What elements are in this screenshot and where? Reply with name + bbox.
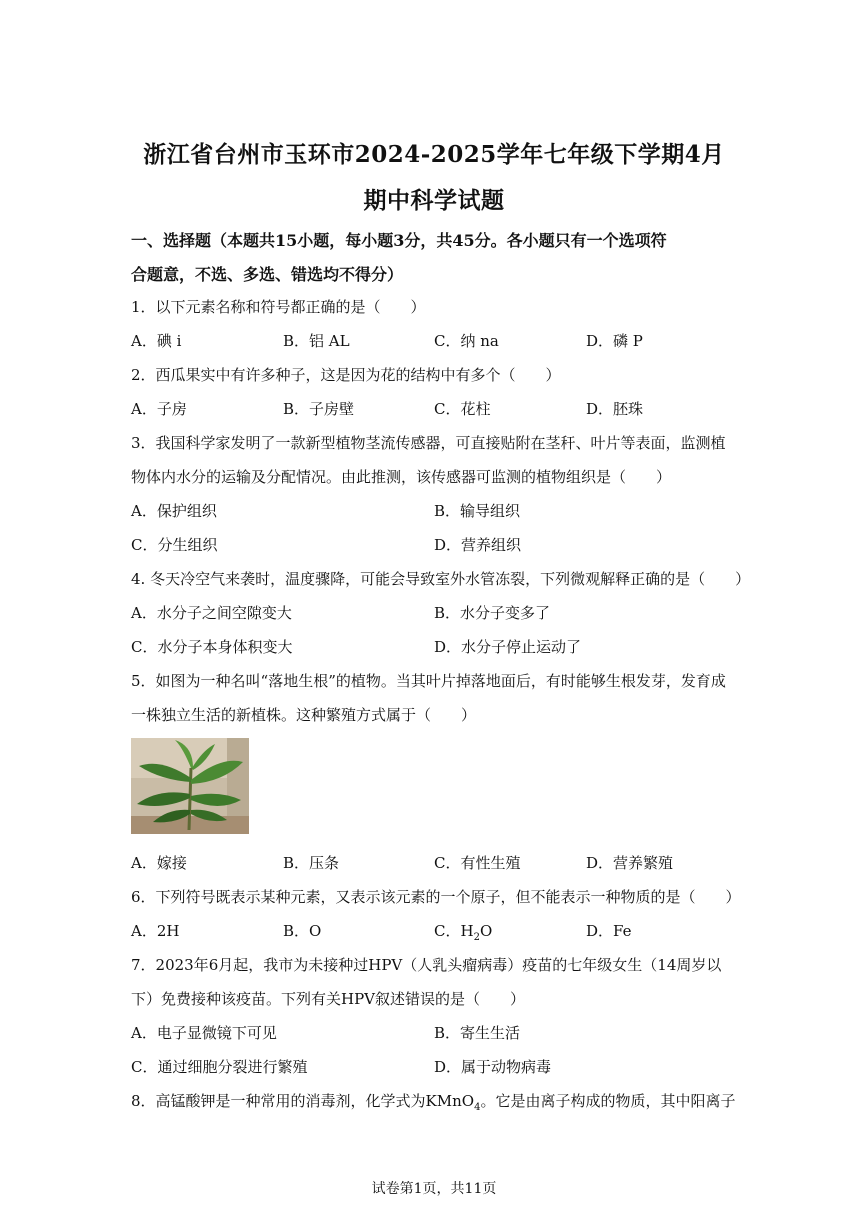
q3-option-d: D．营养组织 [434,536,522,554]
q8-stem-subscript: 4 [474,1102,481,1113]
q7-option-c: C．通过细胞分裂进行繁殖 [131,1058,308,1076]
q3-option-a: A．保护组织 [131,502,217,520]
q5-option-b: B．压条 [283,854,340,872]
plant-photo [131,738,249,834]
q1-option-d: D．磷 P [586,332,643,350]
q5-option-a: A．嫁接 [131,854,187,872]
q7-option-d: D．属于动物病毒 [434,1058,552,1076]
q6-option-c [434,920,492,943]
question-6-stem: 6．下列符号既表示某种元素，又表示该元素的一个原子，但不能表示一种物质的是（ ） [131,888,741,906]
q5-option-d: D．营养繁殖 [586,854,674,872]
section-heading-cont: 合题意，不选、多选、错选均不得分） [131,265,404,284]
section-heading: 一、选择题（本题共15小题，每小题3分，共45分。各小题只有一个选项符 [131,231,667,250]
q3-option-b: B．输导组织 [434,502,521,520]
q4-option-d: D．水分子停止运动了 [434,638,582,656]
question-2-stem: 2．西瓜果实中有许多种子，这是因为花的结构中有多个（ ） [131,366,561,384]
question-3-stem: 3．我国科学家发明了一款新型植物茎流传感器，可直接贴附在茎秆、叶片等表面，监测植 [131,434,726,452]
question-3-stem-cont: 物体内水分的运输及分配情况。由此推测，该传感器可监测的植物组织是（ ） [131,468,672,486]
q5-option-c: C．有性生殖 [434,854,521,872]
question-7-stem: 7．2023年6月起，我市为未接种过HPV（人乳头瘤病毒）疫苗的七年级女生（14周岁以 [131,956,722,974]
q6-option-c-suffix: O [479,922,493,940]
q4-option-b: B．水分子变多了 [434,604,551,622]
q2-option-b: B．子房壁 [283,400,355,418]
question-5-stem-cont: 一株独立生活的新植株。这种繁殖方式属于（ ） [131,706,477,724]
exam-title-line2: 期中科学试题 [363,187,505,214]
q4-option-a: A．水分子之间空隙变大 [131,604,292,622]
q8-stem-prefix: 8．高锰酸钾是一种常用的消毒剂，化学式为KMnO [131,1092,475,1110]
q6-option-c-prefix: C．H [434,922,474,940]
q2-option-d: D．胚珠 [586,400,644,418]
q8-stem-suffix: 。它是由离子构成的物质，其中阳离子 [480,1092,736,1110]
q6-option-a: A．2H [131,922,180,940]
page-footer: 试卷第1页，共11页 [371,1181,497,1197]
q3-option-c: C．分生组织 [131,536,218,554]
q2-option-c: C．花柱 [434,400,491,418]
question-5-stem: 5．如图为一种名叫“落地生根”的植物。当其叶片掉落地面后，有时能够生根发芽，发育成 [131,672,726,690]
q6-option-d: D．Fe [586,922,632,940]
q6-option-b: B．O [283,922,322,940]
question-4-stem: 4. 冬天冷空气来袭时，温度骤降，可能会导致室外水管冻裂，下列微观解释正确的是（ ） [131,570,751,588]
q7-option-a: A．电子显微镜下可见 [131,1024,277,1042]
question-1-stem: 1．以下元素名称和符号都正确的是（ ） [131,298,426,316]
question-7-stem-cont: 下）免费接种该疫苗。下列有关HPV叙述错误的是（ ） [131,990,526,1008]
q4-option-c: C．水分子本身体积变大 [131,638,293,656]
question-8-stem [131,1090,741,1113]
q6-option-c-subscript: 2 [473,932,480,943]
exam-title-line1: 浙江省台州市玉环市2024-2025学年七年级下学期4月 [143,141,725,168]
q1-option-a: A．碘 i [131,332,182,350]
q1-option-b: B．铝 AL [283,332,350,350]
q1-option-c: C．纳 na [434,332,499,350]
kalanchoe-plant-image [131,738,249,834]
q2-option-a: A．子房 [131,400,187,418]
q7-option-b: B．寄生生活 [434,1024,521,1042]
